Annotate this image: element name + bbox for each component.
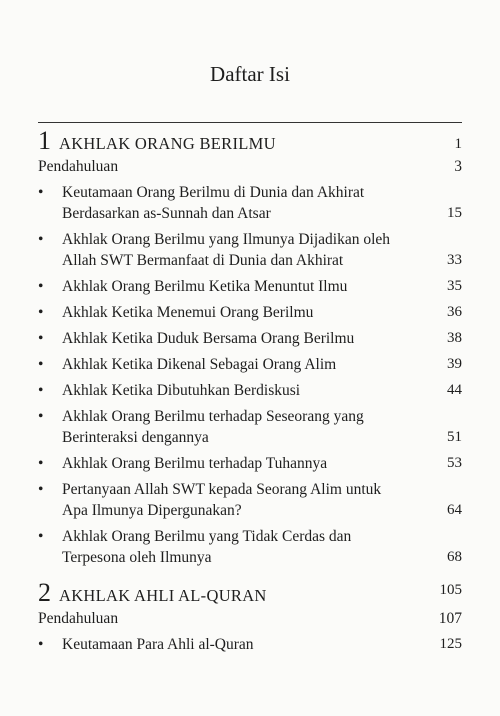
toc-entry[interactable] (38, 634, 462, 655)
page-number: 107 (438, 610, 462, 627)
entry-text: Akhlak Ketika Dikenal Sebagai Orang Alim (62, 356, 337, 373)
page-number: 105 (439, 582, 462, 598)
toc-entry[interactable] (38, 479, 462, 521)
table-of-contents (38, 126, 462, 660)
bullet-icon: • (38, 231, 44, 248)
chapter-heading[interactable] (38, 126, 462, 156)
toc-entry[interactable] (38, 276, 462, 297)
bullet-icon: • (38, 304, 44, 321)
toc-entry[interactable] (38, 406, 462, 448)
page-number: 38 (447, 330, 462, 346)
page-number: 1 (454, 136, 462, 152)
bullet-icon: • (38, 455, 44, 472)
page-title: Daftar Isi (210, 62, 290, 86)
page-number: 51 (447, 429, 462, 445)
chapter-heading[interactable] (38, 578, 462, 608)
title-divider (38, 122, 462, 123)
entry-text: Pendahuluan (38, 158, 119, 175)
page-number: 68 (447, 549, 462, 565)
chapter-number: 1 (38, 126, 51, 155)
bullet-icon: • (38, 184, 44, 201)
bullet-icon: • (38, 481, 44, 498)
toc-entry[interactable] (38, 328, 462, 349)
toc-entry[interactable] (38, 354, 462, 375)
entry-text: Akhlak Orang Berilmu terhadap Seseorang yang Berinteraksi dengannya (62, 408, 364, 446)
page-number: 64 (447, 502, 462, 518)
bullet-icon: • (38, 382, 44, 399)
entry-text: Akhlak Orang Berilmu Ketika Menuntut Ilmu (62, 278, 348, 295)
entry-text: Keutamaan Para Ahli al-Quran (62, 636, 254, 653)
bullet-icon: • (38, 408, 44, 425)
bullet-icon: • (38, 636, 44, 653)
toc-entry[interactable] (38, 182, 462, 224)
intro-entry[interactable] (38, 158, 462, 176)
entry-text: Akhlak Ketika Duduk Bersama Orang Berilmu (62, 330, 355, 347)
page-number: 39 (447, 356, 462, 372)
chapter-1 (38, 126, 462, 568)
page-number: 125 (439, 636, 462, 652)
chapter-title: AKHLAK AHLI AL-QURAN (59, 586, 267, 605)
bullet-icon: • (38, 356, 44, 373)
entry-text: Pendahuluan (38, 610, 119, 627)
chapter-number: 2 (38, 578, 51, 607)
toc-entry[interactable] (38, 229, 462, 271)
entry-text: Keutamaan Orang Berilmu di Dunia dan Akhirat Berdasarkan as-Sunnah dan Atsar (62, 184, 365, 222)
page-number: 44 (447, 382, 462, 398)
page-number: 36 (447, 304, 462, 320)
chapter-title: AKHLAK ORANG BERILMU (59, 134, 276, 153)
toc-entry[interactable] (38, 453, 462, 474)
page-number: 33 (447, 252, 462, 268)
entry-text: Akhlak Orang Berilmu yang Tidak Cerdas dan Terpesona oleh Ilmunya (62, 528, 352, 566)
entry-text: Akhlak Orang Berilmu terhadap Tuhannya (62, 455, 328, 472)
toc-entry[interactable] (38, 526, 462, 568)
page-number: 3 (454, 158, 462, 175)
bullet-icon: • (38, 278, 44, 295)
toc-entry[interactable] (38, 302, 462, 323)
chapter-2 (38, 578, 462, 655)
entry-text: Akhlak Orang Berilmu yang Ilmunya Dijadikan oleh Allah SWT Bermanfaat di Dunia dan Akhirat (62, 231, 391, 269)
entry-text: Akhlak Ketika Menemui Orang Berilmu (62, 304, 314, 321)
bullet-icon: • (38, 528, 44, 545)
bullet-icon: • (38, 330, 44, 347)
intro-entry[interactable] (38, 610, 462, 628)
page-number: 53 (447, 455, 462, 471)
page-number: 35 (447, 278, 462, 294)
toc-entry[interactable] (38, 380, 462, 401)
entry-text: Pertanyaan Allah SWT kepada Seorang Alim untuk Apa Ilmunya Dipergunakan? (62, 481, 382, 519)
page-number: 15 (447, 205, 462, 221)
entry-text: Akhlak Ketika Dibutuhkan Berdiskusi (62, 382, 301, 399)
